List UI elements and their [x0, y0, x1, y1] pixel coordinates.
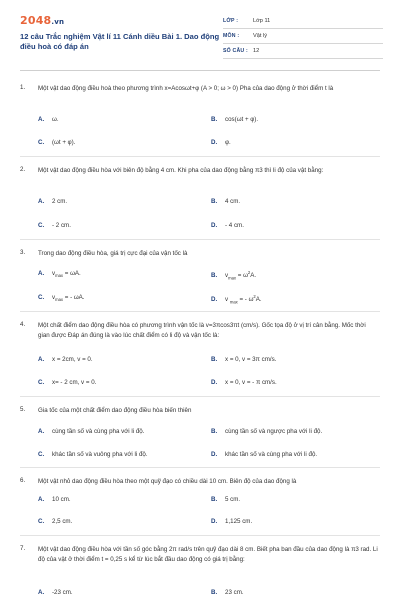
option-text-post: = - ωA. — [63, 294, 85, 301]
question-text: Một vật dao động điều hòa với biên độ bằng 4 cm. Khi pha của dao động bằng π3 thì li độ của vật bằng: — [38, 167, 324, 174]
option-text-post2: A. — [255, 296, 262, 304]
option-text-post2: A. — [250, 272, 257, 280]
option-label: A. — [38, 198, 45, 205]
answer-option[interactable] — [211, 198, 240, 205]
meta-value: 12 — [253, 48, 260, 54]
question-number: 2. — [20, 166, 26, 173]
answer-option[interactable] — [211, 451, 317, 458]
option-label: C. — [38, 451, 45, 458]
answer-option[interactable] — [38, 270, 81, 278]
option-text-sub: max — [55, 273, 64, 279]
question-text: Gia tốc của một chất điểm dao động điều hòa biến thiên — [38, 407, 192, 414]
option-text: x = 0, v = - π cm/s. — [225, 379, 277, 386]
option-label: B. — [211, 198, 218, 205]
option-label: D. — [211, 222, 218, 229]
option-text-pre: v — [52, 294, 56, 301]
meta-key: LỚP : — [223, 18, 239, 24]
question-number: 7. — [20, 545, 26, 552]
question-number: 4. — [20, 321, 26, 328]
option-text: φ. — [225, 139, 231, 146]
answer-option[interactable] — [38, 496, 71, 503]
question-text: Một chất điểm dao động điều hòa có phương trình vận tốc là v=3πcos3πt (cm/s). Gốc tọa độ ở vị trí cân bằng. Mốc thời gian được Đáp án đúng là vào lúc chất điểm có li độ và vận tốc là: — [38, 322, 366, 339]
option-label: C. — [38, 222, 45, 229]
option-text: cùng tần số và cùng pha với li độ. — [52, 428, 145, 435]
option-label: C. — [38, 518, 45, 525]
option-text: 4 cm. — [225, 198, 241, 205]
meta-key: SỐ CÂU : — [223, 48, 248, 54]
option-text: 2,5 cm. — [52, 518, 73, 525]
logo-main-text: 2048 — [20, 14, 52, 27]
answer-option[interactable] — [211, 139, 231, 146]
option-text: (ωt + φ). — [52, 139, 76, 146]
answer-option[interactable] — [38, 294, 85, 302]
option-text: x = 0, v = 3π cm/s. — [225, 356, 277, 363]
option-text-pre: v — [225, 296, 230, 304]
option-text-post: = ω — [236, 272, 248, 280]
option-text-post: = ωA. — [63, 270, 81, 277]
option-label: A. — [38, 116, 45, 123]
page-title: 12 câu Trắc nghiệm Vật lí 11 Cánh diều Bài 1. Dao động điều hoà có đáp án — [20, 32, 220, 51]
question-divider — [20, 396, 380, 397]
question-text: Trong dao động điều hòa, giá trị cực đại của vận tốc là — [38, 250, 188, 257]
option-label: D. — [211, 518, 218, 525]
option-label: B. — [211, 356, 218, 363]
option-label: C. — [38, 379, 45, 386]
answer-option[interactable] — [38, 379, 96, 386]
option-text: - 4 cm. — [225, 222, 244, 229]
option-label: B. — [211, 428, 218, 435]
question-text: Một vật dao động điều hoà theo phương trình x=Acosωt+φ (A > 0; ω > 0) Pha của dao động ở thời điểm t là — [38, 85, 334, 92]
option-label: D. — [211, 379, 218, 386]
answer-option[interactable] — [38, 518, 72, 525]
answer-option[interactable] — [211, 222, 244, 229]
answer-option[interactable] — [38, 222, 71, 229]
answer-option[interactable] — [211, 428, 322, 435]
question-number: 3. — [20, 249, 26, 256]
option-text-pre: v — [52, 270, 56, 277]
answer-option[interactable] — [38, 139, 75, 146]
question-text: Một vật nhỏ dao động điều hòa theo một quỹ đạo có chiều dài 10 cm. Biên độ của dao động là — [38, 478, 297, 485]
option-text: khác tần số và cùng pha với li độ. — [225, 451, 318, 458]
option-label: C. — [38, 294, 45, 301]
option-text-pre: v — [225, 272, 229, 280]
option-label: D. — [211, 296, 218, 304]
option-text-sub: max — [55, 297, 64, 303]
option-text: 2 cm. — [52, 198, 68, 205]
question-divider — [20, 535, 380, 536]
answer-option[interactable] — [211, 496, 240, 503]
option-text: x= - 2 cm, v = 0. — [52, 379, 97, 386]
question-text: Một vật dao động điều hòa với tần số góc bằng 2π rad/s trên quỹ đạo dài 8 cm. Biết pha ban đầu của dao động là π3 rad. Li độ của vật ở thời điểm t = 0,25 s kể từ lúc bắt đầu dao động có giá trị bằng: — [38, 546, 378, 563]
meta-key: MÔN : — [223, 33, 240, 39]
question-number: 6. — [20, 477, 26, 484]
answer-option[interactable] — [211, 294, 262, 304]
option-label: B. — [211, 116, 218, 123]
option-text-sub: max — [228, 275, 237, 281]
option-text: 5 cm. — [225, 496, 241, 503]
option-text: -23 cm. — [52, 589, 73, 596]
option-label: B. — [211, 589, 218, 596]
answer-option[interactable] — [38, 198, 67, 205]
option-text: 23 cm. — [225, 589, 244, 596]
option-text-sub: max — [229, 299, 238, 305]
option-text-sup: 2 — [253, 294, 256, 299]
option-text: 10 cm. — [52, 496, 71, 503]
option-text: cùng tần số và ngược pha với li độ. — [225, 428, 323, 435]
question-divider — [20, 467, 380, 468]
option-text: - 2 cm. — [52, 222, 71, 229]
option-label: D. — [211, 139, 218, 146]
option-text: khác tần số và vuông pha với li độ. — [52, 451, 148, 458]
answer-option[interactable] — [38, 451, 148, 458]
option-label: B. — [211, 496, 218, 503]
question-number: 1. — [20, 84, 26, 91]
option-label: A. — [38, 496, 45, 503]
meta-value: Vật lý — [253, 33, 267, 39]
option-text: cos(ωt + φ). — [225, 116, 259, 123]
meta-value: Lớp 11 — [253, 18, 271, 24]
answer-option[interactable] — [211, 518, 252, 525]
question-divider — [20, 311, 380, 312]
option-text-sup: 2 — [247, 270, 251, 275]
option-text: ω. — [52, 116, 59, 123]
option-label: B. — [211, 272, 218, 280]
answer-option[interactable] — [38, 428, 144, 435]
logo-tld-text: .vn — [51, 18, 65, 26]
answer-option[interactable] — [211, 379, 277, 386]
question-divider — [20, 239, 380, 240]
answer-option[interactable] — [211, 270, 256, 280]
option-text-post: = - ω — [237, 296, 254, 304]
answer-option[interactable] — [211, 356, 276, 363]
option-label: A. — [38, 589, 45, 596]
option-label: D. — [211, 451, 218, 458]
answer-option[interactable] — [38, 356, 93, 363]
answer-option[interactable] — [211, 589, 244, 596]
option-text: x = 2cm, v = 0. — [52, 356, 93, 363]
answer-option[interactable] — [38, 116, 59, 123]
question-number: 5. — [20, 406, 26, 413]
answer-option[interactable] — [211, 116, 258, 123]
option-label: A. — [38, 270, 45, 277]
option-text: 1,125 cm. — [225, 518, 253, 525]
option-label: A. — [38, 428, 45, 435]
option-label: A. — [38, 356, 45, 363]
question-divider — [20, 156, 380, 157]
answer-option[interactable] — [38, 589, 73, 596]
option-label: C. — [38, 139, 45, 146]
